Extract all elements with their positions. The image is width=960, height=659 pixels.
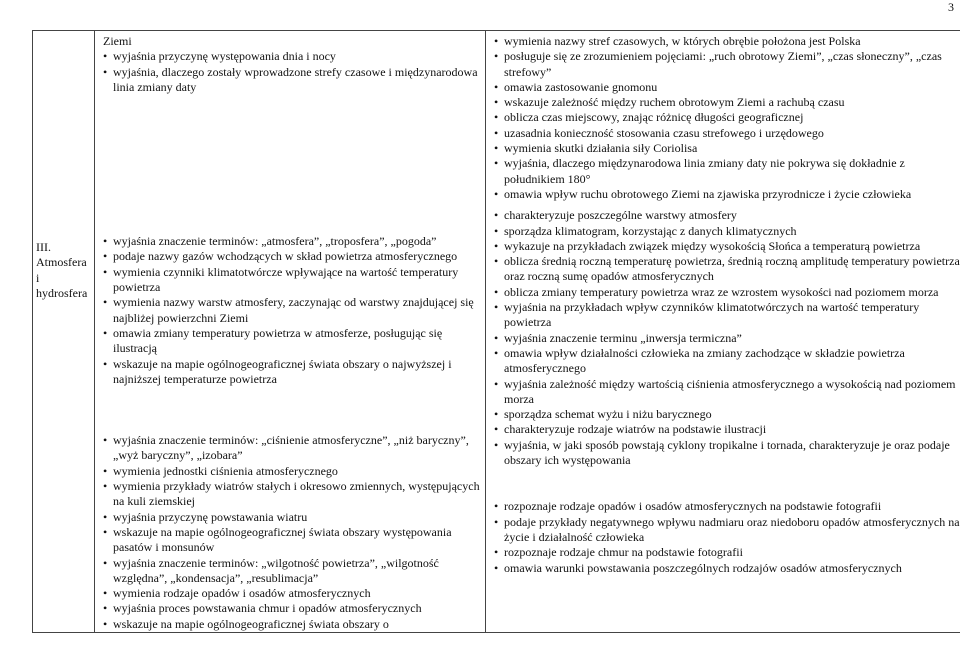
list-item: • wyjaśnia znaczenie terminów: „wilgotność powietrza”, „wilgotność względna”, „kondensacja”, „resublimacja”: [103, 556, 481, 587]
list-item: • wykazuje na przykładach związek między wysokością Słońca a temperaturą powietrza: [494, 239, 960, 254]
list-item: • wyjaśnia przyczynę powstawania wiatru: [103, 510, 481, 525]
right-list-precipitation: [494, 499, 960, 575]
list-item: • wymienia nazwy stref czasowych, w których obrębie położona jest Polska: [494, 34, 960, 49]
list-item: • omawia wpływ ruchu obrotowego Ziemi na zjawiska przyrodnicze i życie człowieka: [494, 187, 960, 202]
list-item: • wyjaśnia znaczenie terminu „inwersja termiczna”: [494, 331, 960, 346]
list-item: • sporządza klimatogram, korzystając z danych klimatycznych: [494, 224, 960, 239]
table-row: [33, 31, 960, 633]
list-item: • omawia zastosowanie gnomonu: [494, 80, 960, 95]
list-item: • podaje nazwy gazów wchodzących w skład powietrza atmosferycznego: [103, 249, 481, 264]
list-item: • wskazuje na mapie ogólnogeograficznej świata obszary o najwyższej i najniższej temperaturze powietrza: [103, 357, 481, 388]
middle-list-pressure: [103, 433, 481, 632]
list-item: • omawia zmiany temperatury powietrza w atmosferze, posługując się ilustracją: [103, 326, 481, 357]
section-label: [36, 33, 91, 301]
right-list-earth: [494, 34, 960, 202]
group-heading: Ziemi: [103, 34, 132, 48]
middle-list-earth: [103, 49, 481, 95]
curriculum-table: [32, 30, 960, 633]
list-item: • oblicza czas miejscowy, znając różnicę długości geograficznej: [494, 110, 960, 125]
list-item: • oblicza zmiany temperatury powietrza wraz ze wzrostem wysokości nad poziomem morza: [494, 285, 960, 300]
list-item: • omawia wpływ działalności człowieka na zmiany zachodzące w składzie powietrza atmosferycznego: [494, 346, 960, 377]
page-number: 3: [948, 0, 954, 14]
list-item: • wyjaśnia znaczenie terminów: „ciśnienie atmosferyczne”, „niż baryczny”, „wyż baryczny”, „izobara”: [103, 433, 481, 464]
list-item: • wyjaśnia przyczynę występowania dnia i nocy: [103, 49, 481, 64]
section-cell: [33, 31, 95, 633]
section-title: Atmosfera i hydrosfera: [36, 255, 88, 300]
list-item: • wyjaśnia proces powstawania chmur i opadów atmosferycznych: [103, 601, 481, 616]
list-item: • charakteryzuje poszczególne warstwy atmosfery: [494, 208, 960, 223]
list-item: • oblicza średnią roczną temperaturę powietrza, średnią roczną amplitudę temperatury powietrza oraz roczną sumę opadów atmosferycznych: [494, 254, 960, 285]
list-item: • wymienia przykłady wiatrów stałych i okresowo zmiennych, występujących na kuli ziemskiej: [103, 479, 481, 510]
list-item: • omawia warunki powstawania poszczególnych rodzajów osadów atmosferycznych: [494, 561, 960, 576]
list-item: • wymienia czynniki klimatotwórcze wpływające na wartość temperatury powietrza: [103, 265, 481, 296]
section-number: III.: [36, 240, 51, 254]
list-item: • rozpoznaje rodzaje opadów i osadów atmosferycznych na podstawie fotografii: [494, 499, 960, 514]
list-item: • wskazuje zależność między ruchem obrotowym Ziemi a rachubą czasu: [494, 95, 960, 110]
list-item: • wyjaśnia na przykładach wpływ czynników klimatotwórczych na wartość temperatury powietrza: [494, 300, 960, 331]
list-item: • podaje przykłady negatywnego wpływu nadmiaru oraz niedoboru opadów atmosferycznych na życie i działalność człowieka: [494, 515, 960, 546]
list-item: • wyjaśnia, dlaczego międzynarodowa linia zmiany daty nie pokrywa się dokładnie z południkiem 180°: [494, 156, 960, 187]
list-item: • posługuje się ze zrozumieniem pojęciami: „ruch obrotowy Ziemi”, „czas słoneczny”, „czas strefowy”: [494, 49, 960, 80]
right-list-atmosphere: [494, 208, 960, 468]
basic-requirements-cell: [95, 31, 486, 633]
list-item: • wyjaśnia, w jaki sposób powstają cyklony tropikalne i tornada, charakteryzuje je oraz podaje obszary ich występowania: [494, 438, 960, 469]
list-item: • wyjaśnia zależność między wartością ciśnienia atmosferycznego a wysokością nad poziomem morza: [494, 377, 960, 408]
middle-list-atmosphere: [103, 234, 481, 387]
list-item: • wymienia jednostki ciśnienia atmosferycznego: [103, 464, 481, 479]
list-item: • wymienia rodzaje opadów i osadów atmosferycznych: [103, 586, 481, 601]
list-item: • wyjaśnia znaczenie terminów: „atmosfera”, „troposfera”, „pogoda”: [103, 234, 481, 249]
list-item: • rozpoznaje rodzaje chmur na podstawie fotografii: [494, 545, 960, 560]
list-item: • wskazuje na mapie ogólnogeograficznej świata obszary o: [103, 617, 481, 632]
list-item: • uzasadnia konieczność stosowania czasu strefowego i urzędowego: [494, 126, 960, 141]
list-item: • wymienia skutki działania siły Coriolisa: [494, 141, 960, 156]
list-item: • charakteryzuje rodzaje wiatrów na podstawie ilustracji: [494, 422, 960, 437]
list-item: • wskazuje na mapie ogólnogeograficznej świata obszary występowania pasatów i monsunów: [103, 525, 481, 556]
list-item: • sporządza schemat wyżu i niżu barycznego: [494, 407, 960, 422]
list-item: • wyjaśnia, dlaczego zostały wprowadzone strefy czasowe i międzynarodowa linia zmiany daty: [103, 65, 481, 96]
list-item: • wymienia nazwy warstw atmosfery, zaczynając od warstwy znajdującej się najbliżej powierzchni Ziemi: [103, 295, 481, 326]
extended-requirements-cell: [486, 31, 960, 633]
